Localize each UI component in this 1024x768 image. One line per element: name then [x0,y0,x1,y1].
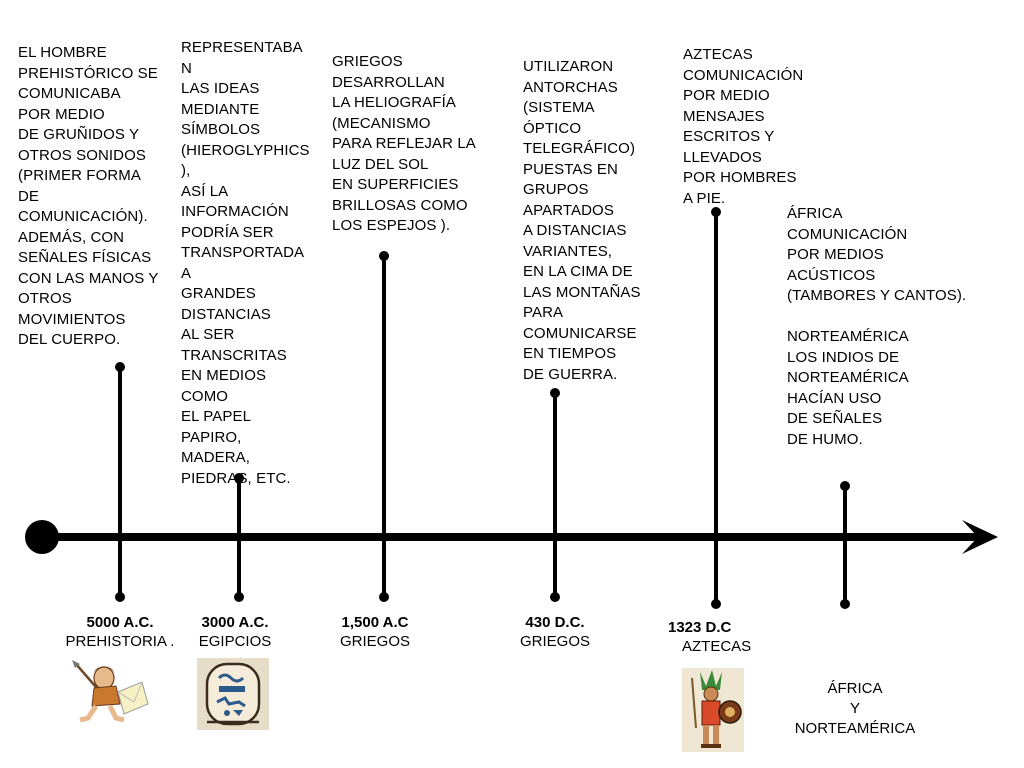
aztec-warrior-icon [682,668,744,752]
event-label-griegos-430 [500,613,610,651]
event-date: 430 D.C. [525,614,585,631]
event-label-griegos-1500 [320,613,430,651]
marker-dot-5-bottom [840,599,850,609]
event-label-prehistoria [55,613,185,651]
event-description-griegos-1500: GRIEGOS DESARROLLAN LA HELIOGRAFÍA (MECANISMO PARA REFLEJAR LA LUZ DEL SOL EN SUPERFICIES BRILLOSAS COMO LOS ESPEJOS ). [332,53,476,234]
event-label-africa-norteamerica [770,639,940,759]
event-name: PREHISTORIA . [65,633,175,650]
event-date: 1323 D.C [668,619,732,636]
marker-dot-5-top [840,481,850,491]
timeline-start-dot [25,520,59,554]
caveman-icon [62,658,152,726]
event-description-aztecas: AZTECAS COMUNICACIÓN POR MEDIO MENSAJES ESCRITOS Y LLEVADOS POR HOMBRES A PIE. [683,46,804,207]
event-description-africa-norteamerica: ÁFRICA COMUNICACIÓN POR MEDIOS ACÚSTICOS (TAMBORES Y CANTOS). NORTEAMÉRICA LOS INDIOS DE NORTEAMÉRICA HACÍAN USO DE SEÑALES DE HUMO. [787,205,967,448]
event-label-aztecas [664,618,774,656]
event-date: 1,500 A.C [341,614,409,631]
event-date: 5000 A.C. [86,614,154,631]
marker-dot-2-bottom [379,592,389,602]
event-name: EGIPCIOS [198,633,272,650]
event-description-griegos-430: UTILIZARON ANTORCHAS (SISTEMA ÓPTICO TELEGRÁFICO) PUESTAS EN GRUPOS APARTADOS A DISTANCIAS VARIANTES, EN LA CIMA DE LAS MONTAÑAS PARA COMUNICARSE EN TIEMPOS DE GUERRA. [523,58,641,383]
marker-dot-2-top [379,251,389,261]
marker-dot-1-bottom [234,592,244,602]
event-description-prehistoria: EL HOMBRE PREHISTÓRICO SE COMUNICABA POR MEDIO DE GRUÑIDOS Y OTROS SONIDOS (PRIMER FORMA DE COMUNICACIÓN). ADEMÁS, CON SEÑALES FÍSICAS CON LAS MANOS Y OTROS MOVIMIENTOS DEL CUERPO. [18,44,159,348]
event-name: AZTECAS [682,638,752,655]
marker-dot-0-bottom [115,592,125,602]
event-name: ÁFRICA Y NORTEAMÉRICA [794,680,916,737]
marker-dot-4-bottom [711,599,721,609]
hieroglyph-cartouche-icon [197,658,269,730]
event-date: 3000 A.C. [201,614,269,631]
marker-dot-3-top [550,388,560,398]
event-label-egipcios [180,613,290,651]
event-description-egipcios: REPRESENTABA N LAS IDEAS MEDIANTE SÍMBOLOS (HIEROGLYPHICS ), ASÍ LA INFORMACIÓN PODRÍA SER TRANSPORTADA A GRANDES DISTANCIAS AL SER TRANSCRITAS EN MEDIOS COMO EL PAPEL PAPIRO, MADERA, PIEDRAS, ETC. [181,39,310,487]
event-name: GRIEGOS [519,633,590,650]
event-name: GRIEGOS [339,633,410,650]
marker-dot-0-top [115,362,125,372]
marker-dot-3-bottom [550,592,560,602]
